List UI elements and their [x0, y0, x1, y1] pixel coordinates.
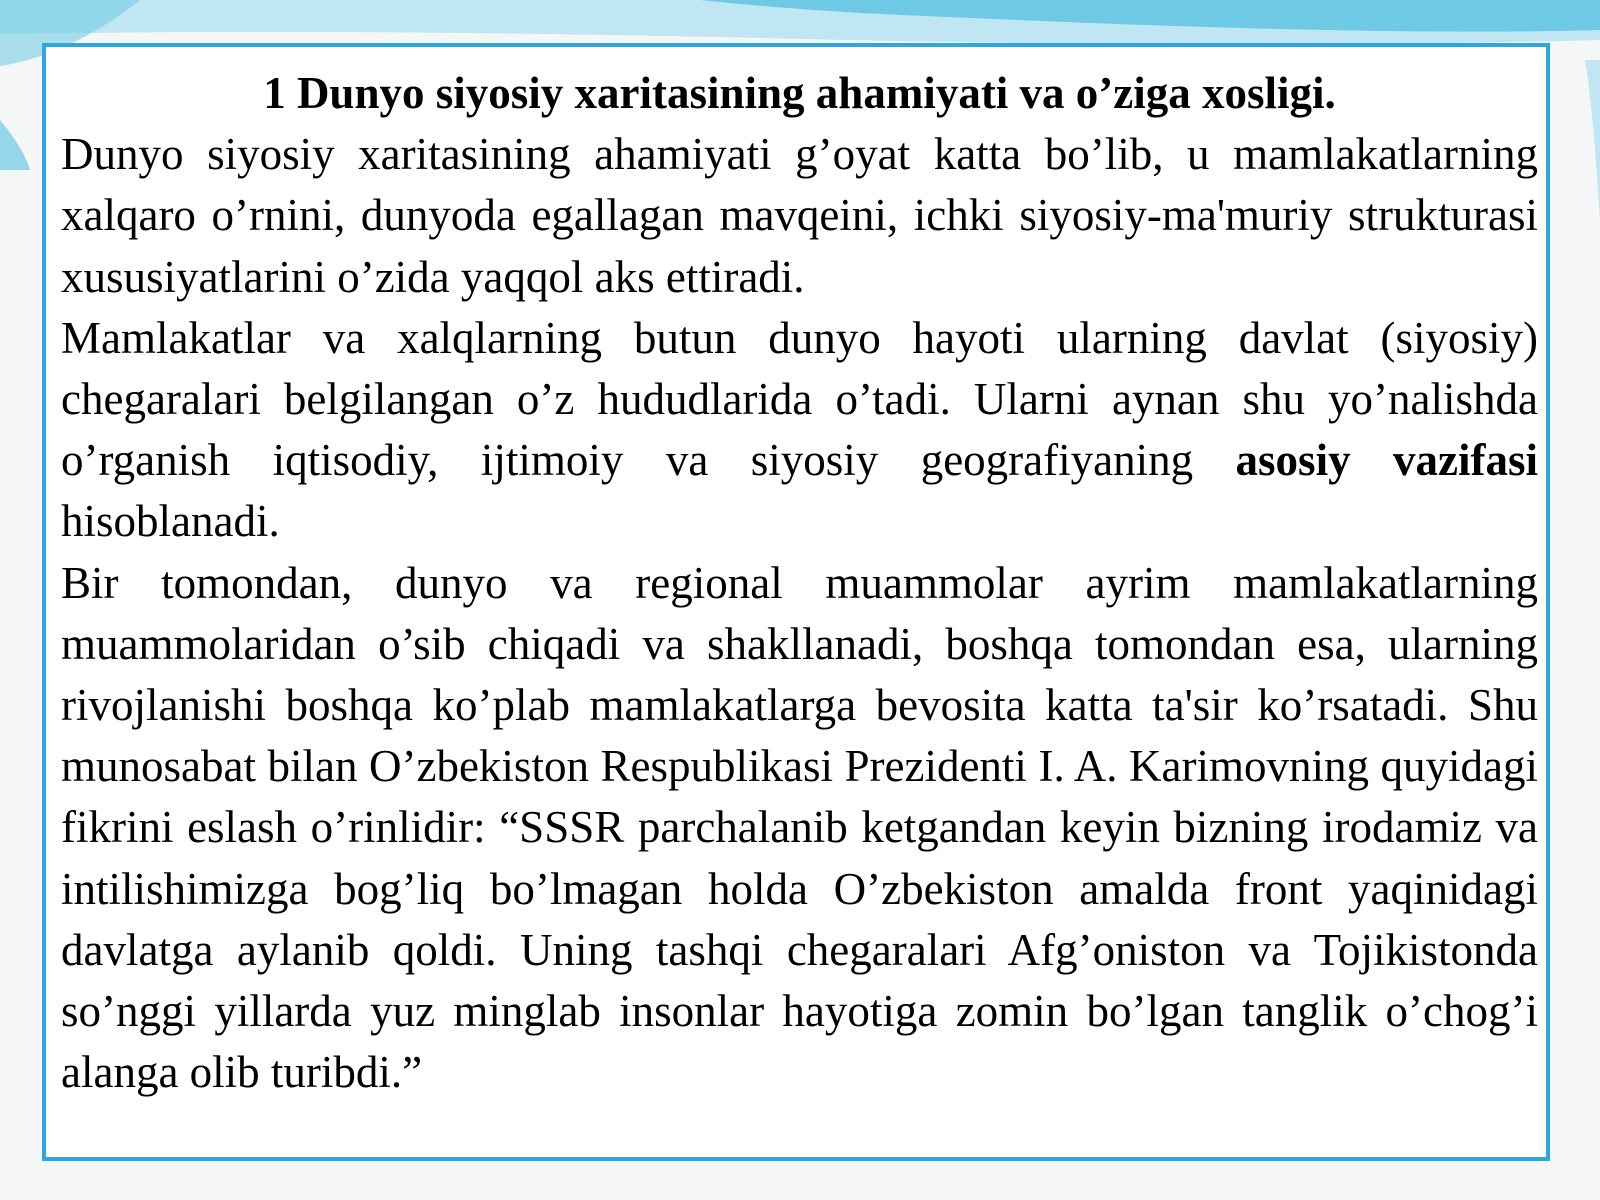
paragraph-state-borders-ending: hisoblanadi.	[61, 496, 280, 547]
slide-body	[61, 63, 1538, 1103]
slide-title: 1 Dunyo siyosiy xaritasining ahamiyati va o’ziga xosligi.	[263, 68, 1336, 118]
paragraph-state-borders-text: Mamlakatlar va xalqlarning butun dunyo hayoti ularning davlat (siyosiy) chegaralari belgilangan o’z hududlarida o’tadi. Ularni aynan shu yo’nalishda o’rganish iqtisodiy, ijtimoiy va siyosiy geografiyaning	[61, 312, 1538, 486]
paragraph-state-borders	[61, 308, 1538, 553]
paragraph-map-significance: Dunyo siyosiy xaritasining ahamiyati g’oyat katta bo’lib, u mamlakatlarning xalqaro o’rnini, dunyoda egallagan mavqeini, ichki siyosiy-ma'muriy strukturasi xususiyatlarini o’zida yaqqol aks ettiradi.	[61, 129, 1538, 302]
slide-content-frame	[42, 43, 1550, 1161]
paragraph-regional-problems-quote: Bir tomondan, dunyo va regional muammolar ayrim mamlakatlarning muammolaridan o’sib chiqadi va shakllanadi, boshqa tomondan esa, ularning rivojlanishi boshqa ko’plab mamlakatlarga bevosita katta ta'sir ko’rsatadi. Shu munosabat bilan O’zbekiston Respublikasi Prezidenti I. A. Karimovning quyidagi fikrini eslash o’rinlidir: “SSSR parchalanib ketgandan keyin bizning irodamiz va intilishimizga bog’liq bo’lmagan holda O’zbekiston amalda front yaqinidagi davlatga aylanib qoldi. Uning tashqi chegaralari Afg’oniston va Tojikistonda so’nggi yillarda yuz minglab insonlar hayotiga zomin bo’lgan tanglik o’chog’i alanga olib turibdi.”	[61, 557, 1538, 1098]
bold-phrase-main-task: asosiy vazifasi	[1235, 435, 1538, 486]
